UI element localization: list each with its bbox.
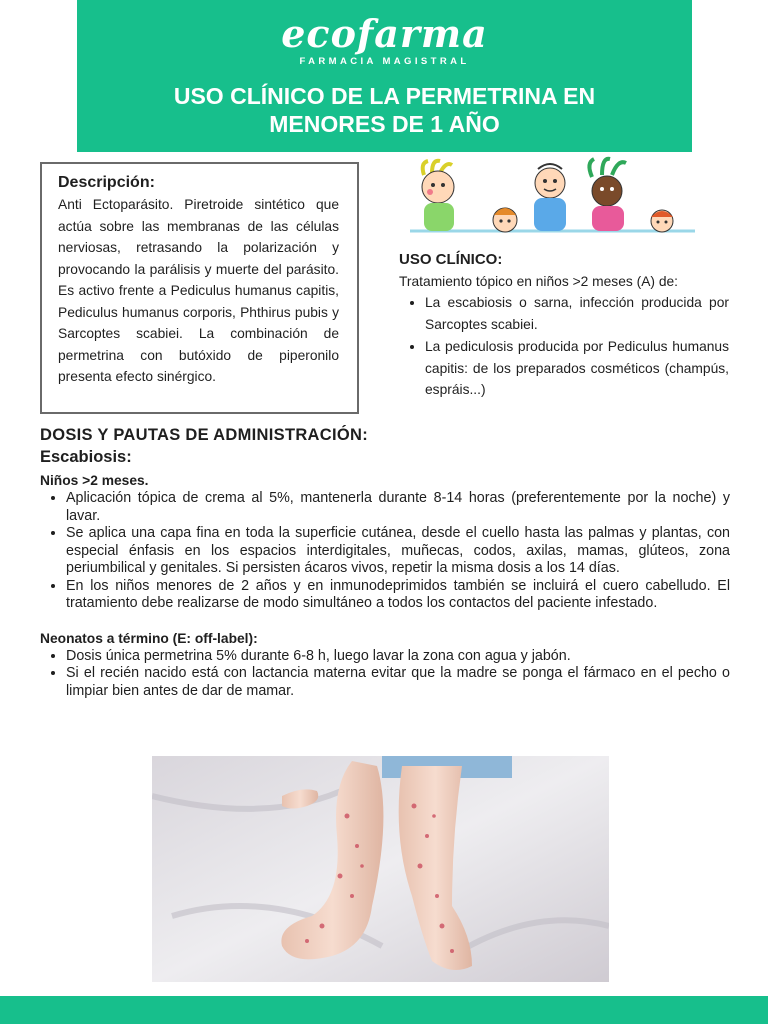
uso-clinico-list — [399, 292, 729, 401]
list-item: • Se aplica una capa fina en toda la superficie cutánea, desde el cuello hasta las palmas y plantas, con especial énfasis en los espacios interdigitales, muñecas, codos, axilas, mamas, glúteos, zona periumbilical y genitales. Si persisten ácaros vivos, repetir la misma dosis a los 14 días. — [66, 525, 730, 578]
page-title-line1: USO CLÍNICO DE LA PERMETRINA EN — [173, 83, 596, 109]
description-text: Anti Ectoparásito. Piretroide sintético que actúa sobre las membranas de las células nerviosas, retrasando la polarización y provocando la parálisis y muerte del parásito. Es activo frente a Pediculus humanus capitis, Pediculus humanus corporis, Phthirus pubis y Sarcoptes scabiei. La combinación de permetrina con butóxido de piperonilo presenta efecto sinérgico. — [58, 197, 339, 384]
kid-red-hair-icon — [651, 210, 673, 232]
kid-green-hair-icon — [589, 159, 626, 231]
kid-yellow-hair-icon — [422, 161, 454, 231]
baby-legs-photo — [152, 756, 609, 982]
escabiosis-heading: Escabiosis: — [40, 448, 132, 466]
kid-orange-hair-icon — [493, 208, 517, 232]
list-item: • La escabiosis o sarna, infección producida por Sarcoptes scabiei. — [425, 292, 729, 335]
uso-clinico-heading: USO CLÍNICO: — [399, 251, 503, 268]
page-title — [97, 82, 672, 138]
description-heading: Descripción: — [58, 174, 155, 191]
description-box — [40, 162, 359, 414]
page-title-line2: MENORES DE 1 AÑO — [269, 111, 500, 137]
neonatos-list — [40, 648, 730, 701]
neonatos-heading: Neonatos a término (E: off-label): — [40, 630, 258, 646]
list-item: • Si el recién nacido está con lactancia materna evitar que la madre se ponga el fármaco en el pecho o limpiar bien antes de dar de mamar. — [66, 665, 730, 700]
header-banner — [77, 0, 692, 152]
kid-blue-shirt-icon — [534, 164, 566, 231]
brand-logo: ecofarma — [281, 11, 488, 56]
list-item: • Dosis única permetrina 5% durante 6-8 h, luego lavar la zona con agua y jabón. — [66, 648, 730, 666]
dosis-section — [40, 424, 730, 700]
footer-bar — [0, 996, 768, 1024]
ninos-heading: Niños >2 meses. — [40, 473, 149, 488]
list-item: • En los niños menores de 2 años y en inmunodeprimidos también se incluirá el cuero cabelludo. El tratamiento debe realizarse de modo simultáneo a todos los contactos del paciente infestado. — [66, 578, 730, 613]
list-item: • Aplicación tópica de crema al 5%, mantenerla durante 8-14 horas (preferentemente por la noche) y lavar. — [66, 490, 730, 525]
dosis-heading: DOSIS Y PAUTAS DE ADMINISTRACIÓN: — [40, 426, 369, 444]
uso-clinico-intro: Tratamiento tópico en niños >2 meses (A) de: — [399, 273, 679, 289]
list-item: • La pediculosis producida por Pediculus humanus capitis: de los preparados cosméticos (champús, espráis...) — [425, 336, 729, 401]
brand-tagline: FARMACIA MAGISTRAL — [299, 56, 470, 67]
ninos-list — [40, 490, 730, 613]
uso-clinico-section — [399, 249, 729, 402]
kids-illustration — [410, 155, 695, 237]
